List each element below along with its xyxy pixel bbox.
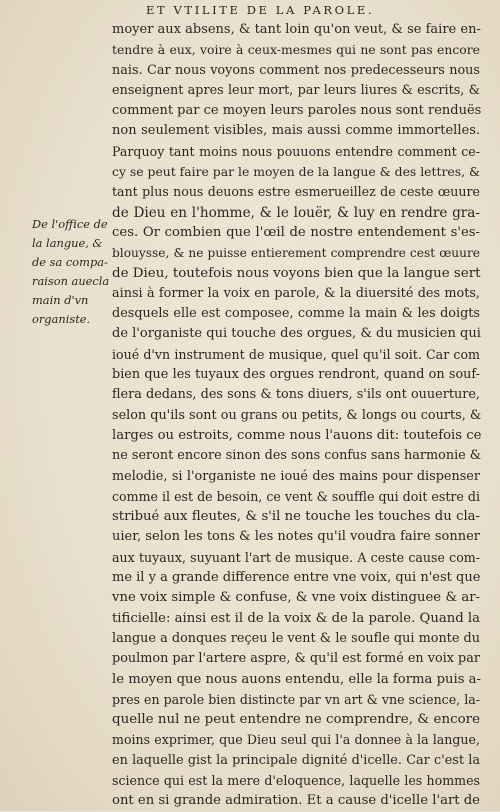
text-line: tant plus nous deuons estre esmerueillez de ceste œuure bbox=[112, 184, 480, 200]
text-line: pres en parole bien distincte par vn art & vne science, la- bbox=[112, 691, 480, 707]
text-line: blouysse, & ne puisse entierement comprendre cest œuure bbox=[112, 246, 480, 261]
text-line: en laquelle gist la principale dignité d'icelle. Car c'est la bbox=[112, 752, 480, 768]
text-line: poulmon par l'artere aspre, & qu'il est formé en voix par bbox=[112, 651, 480, 667]
text-line: langue a donques reçeu le vent & le soufle qui monte du bbox=[112, 630, 480, 646]
text-line: le moyen que nous auons entendu, elle la forma puis a- bbox=[112, 671, 481, 687]
text-line: nais. Car nous voyons comment nos predecesseurs nous bbox=[112, 62, 480, 78]
text-line: stribué aux fleutes, & s'il ne touche les touches du cla- bbox=[112, 509, 480, 525]
text-line: non seulement visibles, mais aussi comme immortelles. bbox=[112, 123, 480, 139]
text-line: comment par ce moyen leurs paroles nous sont renduës bbox=[112, 103, 482, 119]
text-line: moyer aux absens, & tant loin qu'on veut, & se faire en- bbox=[112, 22, 481, 37]
text-line: quelle nul ne peut entendre ne comprendre, & encore bbox=[112, 712, 480, 728]
text-line: moins exprimer, que Dieu seul qui l'a donnee à la langue, bbox=[112, 732, 480, 748]
text-line: ces. Or combien que l'œil de nostre entendement s'es- bbox=[112, 224, 480, 240]
text-line: vne voix simple & confuse, & vne voix distinguee & ar- bbox=[112, 590, 480, 606]
text-line: de Dieu en l'homme, & le louër, & luy en rendre gra- bbox=[112, 204, 480, 221]
text-line: de l'organiste qui touche des orgues, & du musicien qui bbox=[112, 326, 481, 342]
text-line: ont en si grande admiration. Et a cause d'icelle l'art de bbox=[112, 793, 480, 809]
text-line: ne seront encore sinon des sons confus sans harmonie & bbox=[112, 448, 482, 464]
margin-note-line: organiste. bbox=[32, 312, 91, 326]
text-line: ioué d'vn instrument de musique, quel qu'il soit. Car com bbox=[112, 346, 480, 362]
text-line: tificielle: ainsi est il de la voix & de la parole. Quand la bbox=[112, 610, 480, 626]
text-line: tendre à eux, voire à ceux-mesmes qui ne sont pas encore bbox=[112, 42, 480, 58]
text-line: de Dieu, toutefois nous voyons bien que la langue sert bbox=[112, 265, 481, 281]
text-line: melodie, si l'organiste ne ioué des mains pour dispenser bbox=[112, 468, 480, 484]
text-line: larges ou estroits, comme nous l'auons dit: toutefois ce bbox=[112, 427, 482, 443]
text-line: aux tuyaux, suyuant l'art de musique. A ceste cause com- bbox=[112, 549, 480, 565]
running-head: ET VTILITE DE LA PAROLE. bbox=[146, 3, 375, 17]
text-line: ainsi à former la voix en parole, & la diuersité des mots, bbox=[112, 285, 480, 301]
margin-note bbox=[32, 215, 112, 329]
margin-note-line: raison auecla bbox=[32, 274, 110, 288]
text-line: me il y a grande difference entre vne voix, qui n'est que bbox=[112, 570, 481, 586]
text-line: desquels elle est composee, comme la main & les doigts bbox=[112, 306, 480, 322]
margin-note-line: De l'office de bbox=[32, 217, 108, 231]
text-line: enseignent apres leur mort, par leurs liures & escrits, & bbox=[112, 82, 480, 98]
margin-note-line: main d'vn bbox=[32, 293, 89, 307]
text-line: bien que les tuyaux des orgues rendront, quand on souf- bbox=[112, 367, 480, 383]
text-line: cy se peut faire par le moyen de la langue & des lettres, & bbox=[112, 164, 480, 180]
margin-note-line: de sa compa- bbox=[32, 255, 108, 269]
text-line: selon qu'ils sont ou grans ou petits, & longs ou courts, & bbox=[112, 407, 482, 423]
text-line: Parquoy tant moins nous pouuons entendre comment ce- bbox=[112, 143, 480, 159]
body-text bbox=[112, 20, 480, 812]
text-line: science qui est la mere d'eloquence, laquelle les hommes bbox=[112, 772, 480, 788]
text-line: flera dedans, des sons & tons diuers, s'ils ont ouuerture, bbox=[112, 387, 480, 403]
margin-note-line: la langue, & bbox=[32, 236, 103, 250]
text-line: comme il est de besoin, ce vent & souffle qui doit estre di bbox=[112, 488, 480, 504]
text-line: uier, selon les tons & les notes qu'il voudra faire sonner bbox=[112, 529, 480, 545]
